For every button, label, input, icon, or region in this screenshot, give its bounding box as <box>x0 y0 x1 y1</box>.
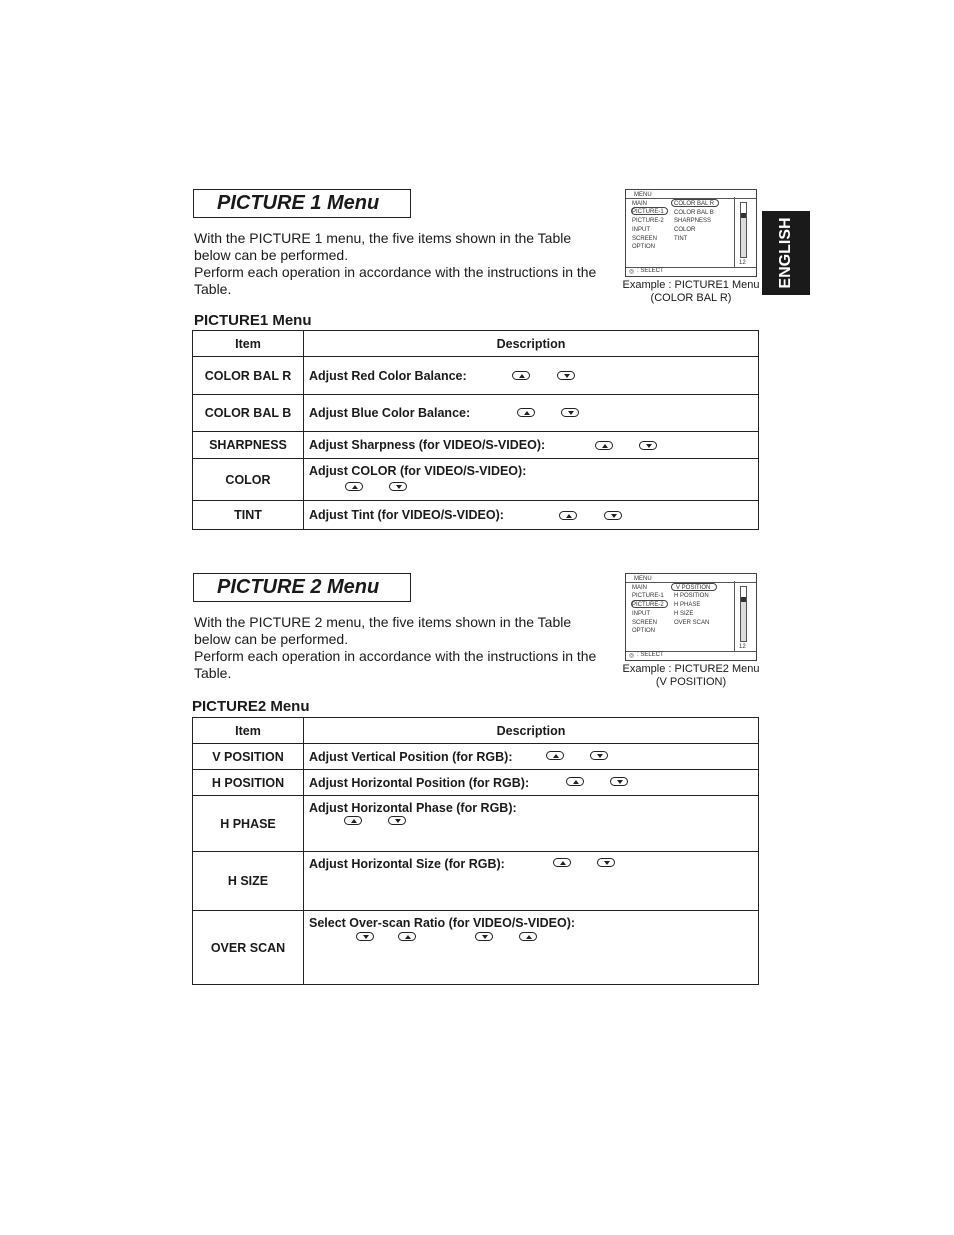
desc-text: Adjust Red Color Balance: <box>309 368 467 383</box>
section-intro <box>194 614 596 682</box>
intro-line: below can be performed. <box>194 631 349 647</box>
slider-knob <box>741 213 746 218</box>
submenu-item: COLOR <box>674 227 696 233</box>
section-intro <box>194 230 596 298</box>
desc-text: Adjust Blue Color Balance: <box>309 406 471 420</box>
table-row <box>193 770 759 796</box>
section-title: PICTURE 1 Menu <box>193 189 411 218</box>
select-icon: ◎ <box>629 269 635 275</box>
table-item: H SIZE <box>193 852 304 911</box>
up-arrow-button-icon <box>398 932 416 941</box>
submenu-item: H POSITION <box>674 593 709 599</box>
down-arrow-button-icon <box>388 816 406 825</box>
intro-line: Table. <box>194 665 232 681</box>
table-item: OVER SCAN <box>193 911 304 985</box>
table-header: Item <box>193 331 304 357</box>
example-menu-screenshot <box>625 189 757 277</box>
table-item: COLOR BAL R <box>193 357 304 395</box>
menu-item: PICTURE-2 <box>632 218 664 224</box>
table-title: PICTURE1 Menu <box>194 312 312 329</box>
menu-item: OPTION <box>632 244 656 250</box>
up-arrow-button-icon <box>546 751 564 760</box>
value-slider <box>734 197 753 268</box>
up-arrow-button-icon <box>519 932 537 941</box>
table-desc <box>304 911 759 985</box>
up-arrow-button-icon <box>517 408 535 417</box>
desc-text: Adjust Vertical Position (for RGB): <box>309 749 513 764</box>
table-desc <box>304 852 759 911</box>
up-arrow-button-icon <box>512 371 530 380</box>
desc-text: Adjust Horizontal Position (for RGB): <box>309 775 530 790</box>
selection-outline <box>631 207 668 215</box>
desc-text: Adjust Horizontal Size (for RGB): <box>309 857 505 871</box>
table-item: H PHASE <box>193 796 304 852</box>
menu-item: OPTION <box>632 628 656 634</box>
down-arrow-button-icon <box>597 858 615 867</box>
menu-footer: : SELECT <box>637 652 664 658</box>
example-caption <box>617 663 765 689</box>
section-title: PICTURE 2 Menu <box>193 573 411 602</box>
select-icon: ◎ <box>629 653 635 659</box>
caption-line: Example : PICTURE2 Menu <box>622 663 760 675</box>
up-arrow-button-icon <box>559 511 577 520</box>
menu-item: PICTURE-1 <box>632 209 664 215</box>
down-arrow-button-icon <box>590 751 608 760</box>
table-desc <box>304 796 759 852</box>
desc-text: Adjust Sharpness (for VIDEO/S-VIDEO): <box>309 438 546 452</box>
selection-outline <box>671 199 719 207</box>
table-desc <box>304 744 759 770</box>
table-desc <box>304 459 759 501</box>
table-desc <box>304 501 759 530</box>
menu-item: MAIN <box>632 585 647 591</box>
down-arrow-button-icon <box>557 371 575 380</box>
table-row <box>193 796 759 852</box>
language-tab <box>762 211 810 295</box>
table-row <box>193 501 759 530</box>
table-item: V POSITION <box>193 744 304 770</box>
value-slider <box>734 581 753 652</box>
intro-line: Perform each operation in accordance with the instructions in the <box>194 648 597 664</box>
menu-item: INPUT <box>632 227 650 233</box>
table-item: COLOR <box>193 459 304 501</box>
selection-outline <box>631 600 668 608</box>
table-item: H POSITION <box>193 770 304 796</box>
table-item: TINT <box>193 501 304 530</box>
up-arrow-button-icon <box>595 441 613 450</box>
slider-value: 12 <box>739 260 746 266</box>
table-row <box>193 911 759 985</box>
menu-item: SCREEN <box>632 620 658 626</box>
caption-line: Example : PICTURE1 Menu <box>622 279 760 291</box>
down-arrow-button-icon <box>639 441 657 450</box>
down-arrow-button-icon <box>356 932 374 941</box>
table-row <box>193 852 759 911</box>
table-row <box>193 395 759 432</box>
table-desc <box>304 770 759 796</box>
down-arrow-button-icon <box>604 511 622 520</box>
up-arrow-button-icon <box>566 777 584 786</box>
submenu-item: V POSITION <box>676 585 711 591</box>
intro-line: Perform each operation in accordance with the instructions in the <box>194 264 597 280</box>
down-arrow-button-icon <box>389 482 407 491</box>
intro-line: With the PICTURE 1 menu, the five items shown in the Table <box>194 230 572 246</box>
submenu-item: COLOR BAL B <box>674 210 714 216</box>
table-header: Description <box>304 718 759 744</box>
menu-item: PICTURE-1 <box>632 593 664 599</box>
menu-header: MENU <box>634 192 652 198</box>
up-arrow-button-icon <box>344 816 362 825</box>
picture2-table <box>192 717 759 985</box>
desc-text: Adjust Tint (for VIDEO/S-VIDEO): <box>309 508 504 522</box>
menu-item: SCREEN <box>632 236 658 242</box>
caption-line: (V POSITION) <box>655 676 727 688</box>
menu-item: INPUT <box>632 611 650 617</box>
menu-footer: : SELECT <box>637 268 664 274</box>
table-row <box>193 357 759 395</box>
example-menu-screenshot <box>625 573 757 661</box>
submenu-item: H SIZE <box>674 611 694 617</box>
table-header: Item <box>193 718 304 744</box>
table-desc <box>304 432 759 459</box>
picture1-table <box>192 330 759 530</box>
table-header: Description <box>304 331 759 357</box>
up-arrow-button-icon <box>345 482 363 491</box>
menu-item: MAIN <box>632 201 647 207</box>
caption-line: (COLOR BAL R) <box>650 292 732 304</box>
submenu-item: H PHASE <box>674 602 701 608</box>
submenu-item: OVER SCAN <box>674 620 710 626</box>
desc-text: Select Over-scan Ratio (for VIDEO/S-VIDEO): <box>309 916 576 930</box>
desc-text: Adjust COLOR (for VIDEO/S-VIDEO): <box>309 464 527 478</box>
menu-item: PICTURE-2 <box>632 602 664 608</box>
submenu-item: TINT <box>674 236 688 242</box>
submenu-item: COLOR BAL R <box>674 201 715 207</box>
down-arrow-button-icon <box>610 777 628 786</box>
language-tab-label: ENGLISH <box>777 217 794 289</box>
table-row <box>193 432 759 459</box>
desc-text: Adjust Horizontal Phase (for RGB): <box>309 801 517 815</box>
table-row <box>193 459 759 501</box>
selection-outline <box>671 583 717 591</box>
up-arrow-button-icon <box>553 858 571 867</box>
intro-line: Table. <box>194 281 232 297</box>
table-desc <box>304 357 759 395</box>
submenu-item: SHARPNESS <box>674 218 712 224</box>
slider-value: 12 <box>739 644 746 650</box>
table-item: COLOR BAL B <box>193 395 304 432</box>
menu-header: MENU <box>634 576 652 582</box>
table-title: PICTURE2 Menu <box>192 698 310 715</box>
intro-line: below can be performed. <box>194 247 349 263</box>
intro-line: With the PICTURE 2 menu, the five items shown in the Table <box>194 614 572 630</box>
slider-knob <box>741 597 746 602</box>
down-arrow-button-icon <box>561 408 579 417</box>
down-arrow-button-icon <box>475 932 493 941</box>
table-row <box>193 744 759 770</box>
example-caption <box>617 279 765 305</box>
table-item: SHARPNESS <box>193 432 304 459</box>
